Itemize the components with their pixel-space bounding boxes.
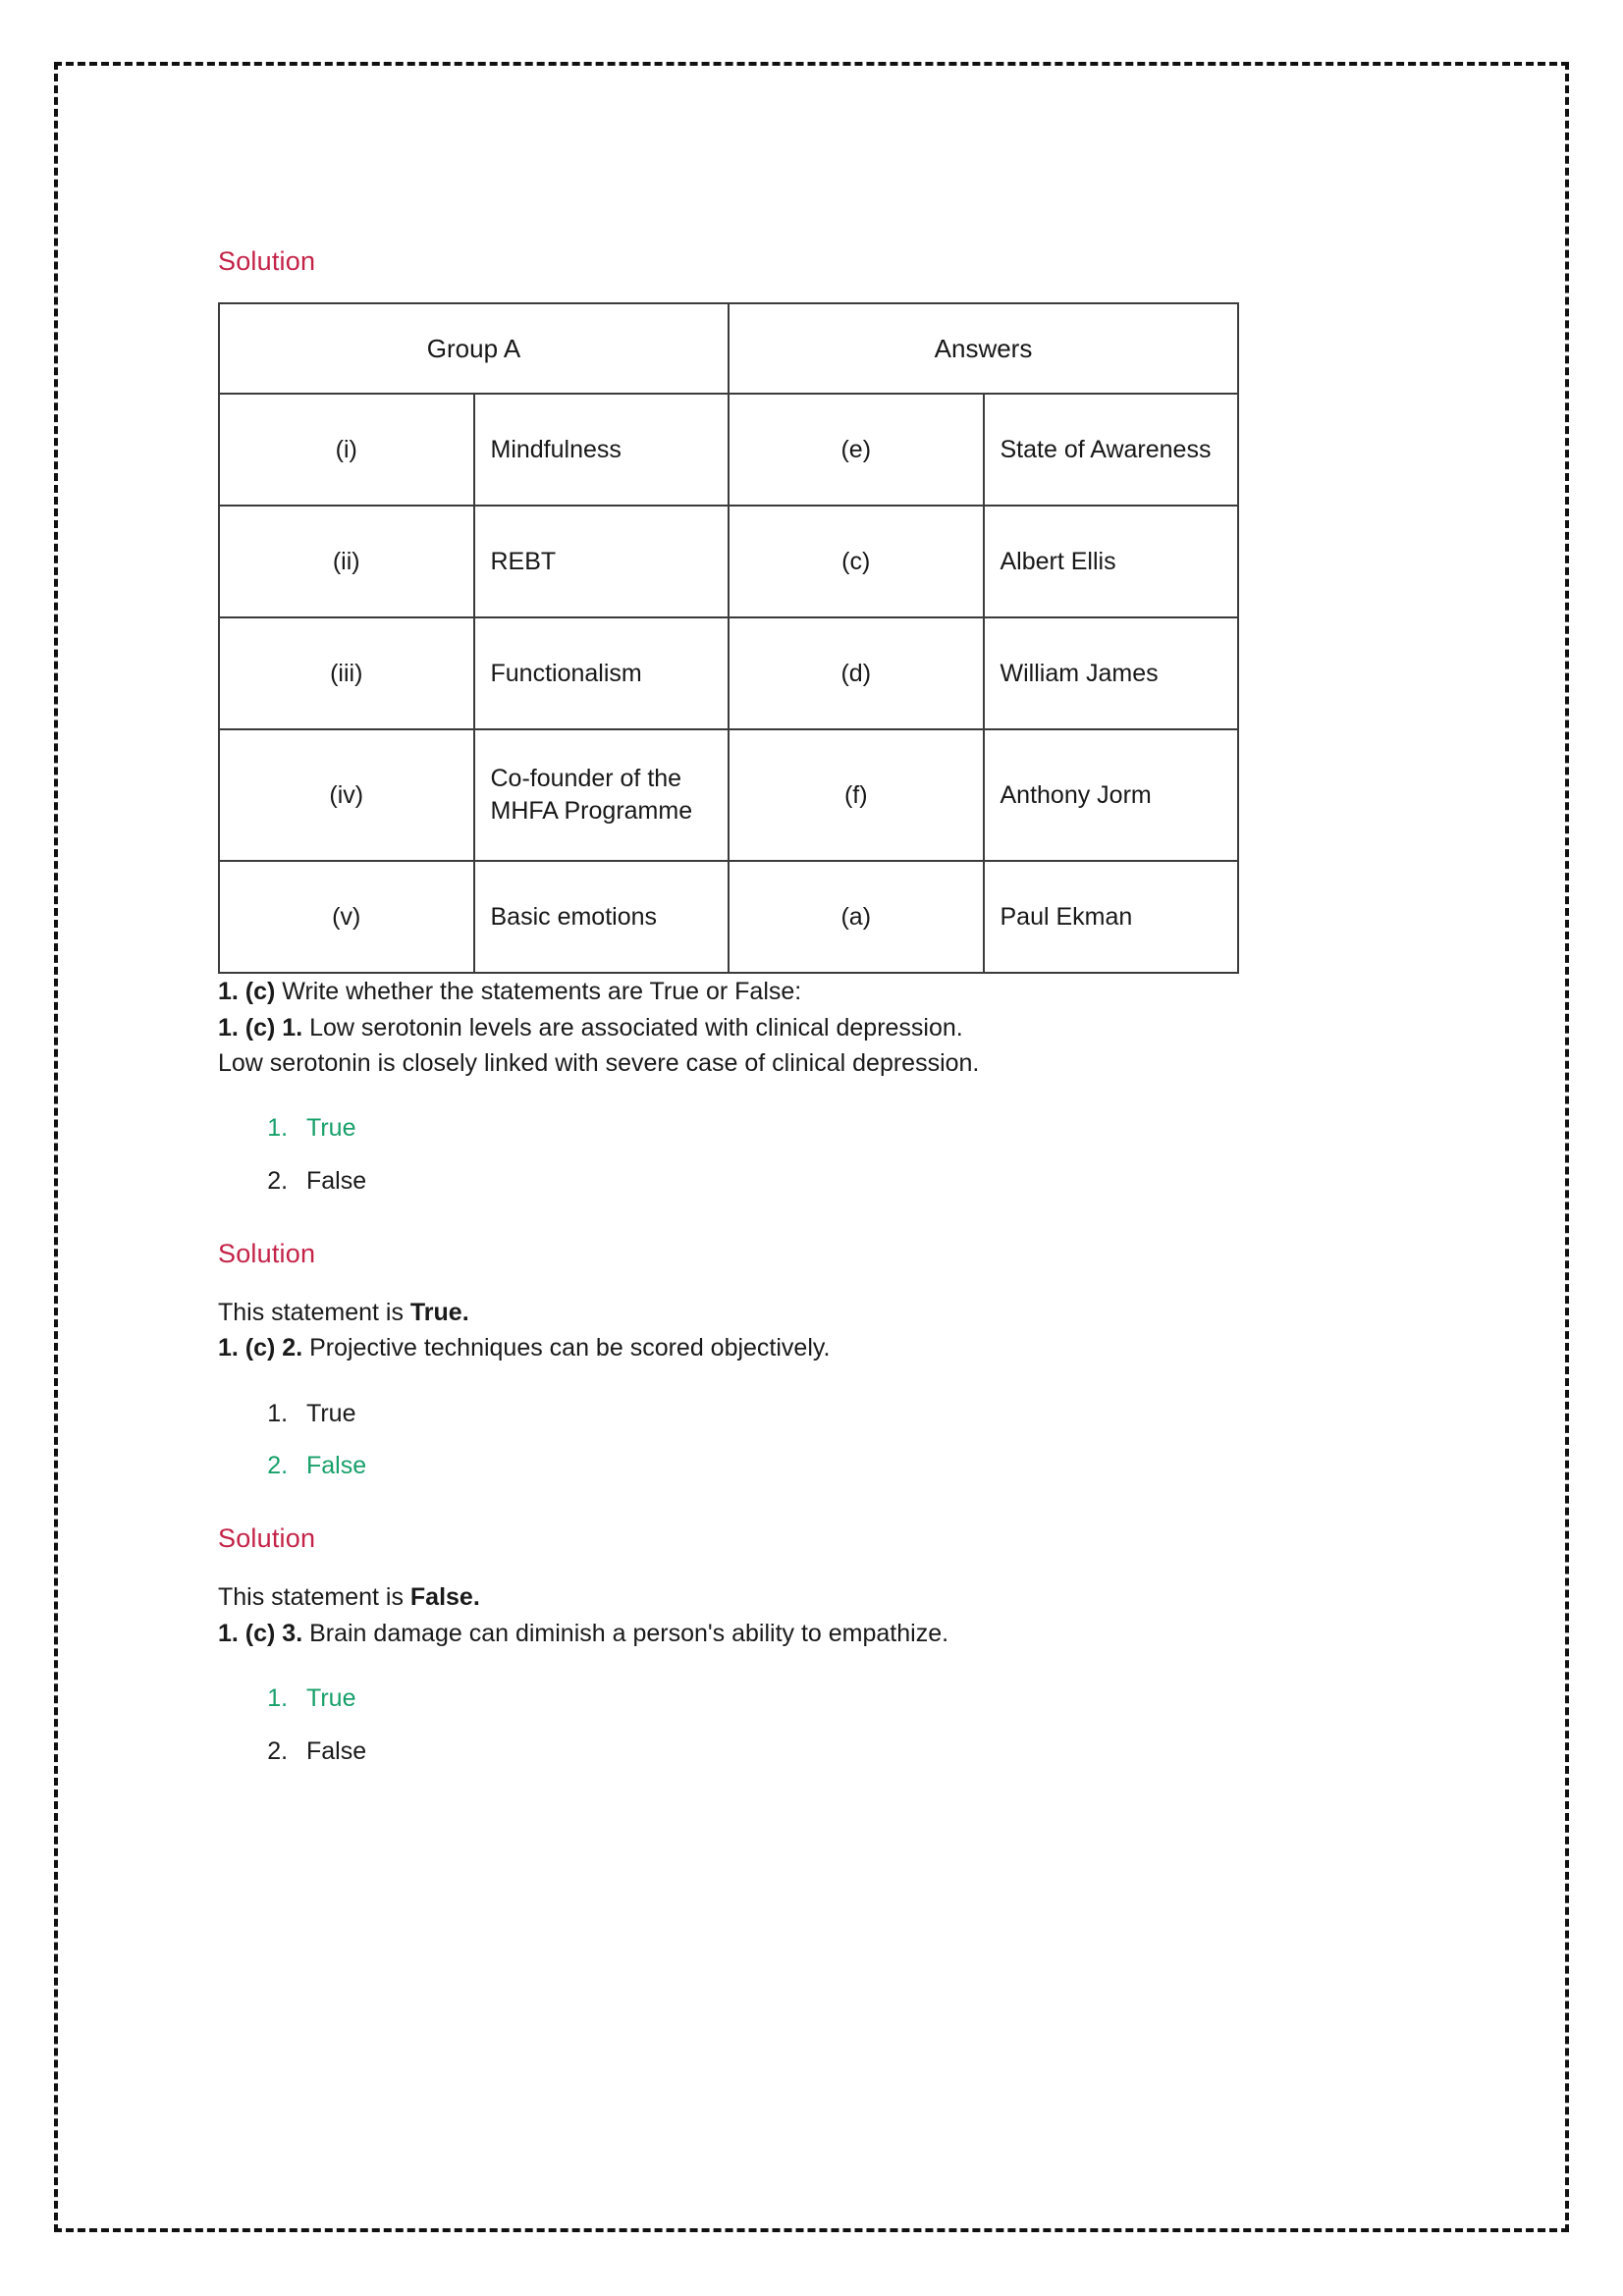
row-right-marker: (d)	[729, 617, 984, 729]
option-item[interactable]: 1. True	[295, 1682, 1396, 1716]
solution-heading-q2: Solution	[218, 1523, 316, 1554]
options-list-2	[218, 1398, 1396, 1484]
answer-line-1	[218, 1295, 1396, 1330]
options-list-1	[218, 1112, 1396, 1199]
row-right-marker: (a)	[729, 861, 984, 973]
question-line-2	[218, 1330, 1396, 1365]
column-header-group-a: Group A	[219, 303, 729, 394]
answer-lead-2: This statement is	[218, 1583, 410, 1612]
row-left-text: Basic emotions	[474, 861, 730, 973]
row-left-marker: (i)	[219, 394, 474, 506]
row-right-marker: (c)	[729, 506, 984, 617]
instruction-line	[218, 974, 1396, 1009]
table-header-row	[219, 303, 1238, 394]
match-the-following-table	[218, 302, 1239, 974]
table-body	[219, 394, 1238, 973]
table-row	[219, 729, 1238, 861]
row-left-text: Functionalism	[474, 617, 730, 729]
question-line-3	[218, 1616, 1396, 1651]
row-right-text: State of Awareness	[984, 394, 1239, 506]
table-row	[219, 506, 1238, 617]
option-item[interactable]: 1. True	[295, 1112, 1396, 1146]
column-header-answers: Answers	[729, 303, 1238, 394]
table-row	[219, 617, 1238, 729]
row-right-marker: (e)	[729, 394, 984, 506]
row-left-text: Co-founder of the MHFA Programme	[474, 729, 730, 861]
option-item[interactable]: 2. False	[295, 1450, 1396, 1483]
row-right-text: Paul Ekman	[984, 861, 1239, 973]
option-item[interactable]: 1. True	[295, 1398, 1396, 1431]
row-left-text: REBT	[474, 506, 730, 617]
table-header	[219, 303, 1238, 394]
answer-value-2: False.	[409, 1583, 480, 1612]
row-right-text: William James	[984, 617, 1239, 729]
options-list-3	[218, 1682, 1396, 1769]
question-line-1	[218, 1010, 1396, 1045]
row-right-text: Albert Ellis	[984, 506, 1239, 617]
row-left-marker: (iii)	[219, 617, 474, 729]
option-item[interactable]: 2. False	[295, 1165, 1396, 1199]
answer-line-2	[218, 1579, 1396, 1615]
question-text-3: Brain damage can diminish a person's ability to empathize.	[302, 1619, 949, 1647]
instruction-prefix: 1. (c)	[218, 978, 276, 1006]
answer-value-1: True.	[409, 1299, 469, 1327]
row-left-marker: (iv)	[219, 729, 474, 861]
question-prefix-1: 1. (c) 1.	[218, 1013, 303, 1041]
question-text-1: Low serotonin levels are associated with clinical depression.	[302, 1013, 963, 1041]
row-left-marker: (v)	[219, 861, 474, 973]
row-right-marker: (f)	[729, 729, 984, 861]
row-left-marker: (ii)	[219, 506, 474, 617]
question-prefix-3: 1. (c) 3.	[218, 1619, 303, 1647]
row-right-text: Anthony Jorm	[984, 729, 1239, 861]
table-row	[219, 861, 1238, 973]
document-content	[218, 245, 1396, 1768]
option-item[interactable]: 2. False	[295, 1735, 1396, 1769]
table-row	[219, 394, 1238, 506]
question-prefix-2: 1. (c) 2.	[218, 1334, 303, 1362]
answer-lead-1: This statement is	[218, 1299, 410, 1327]
solution-heading-table: Solution	[218, 246, 316, 276]
question-text-2: Projective techniques can be scored objectively.	[302, 1334, 831, 1362]
question-explanation-1: Low serotonin is closely linked with severe case of clinical depression.	[218, 1048, 980, 1077]
instruction-text: Write whether the statements are True or False:	[275, 978, 802, 1006]
solution-heading-q1: Solution	[218, 1238, 316, 1268]
row-left-text: Mindfulness	[474, 394, 730, 506]
